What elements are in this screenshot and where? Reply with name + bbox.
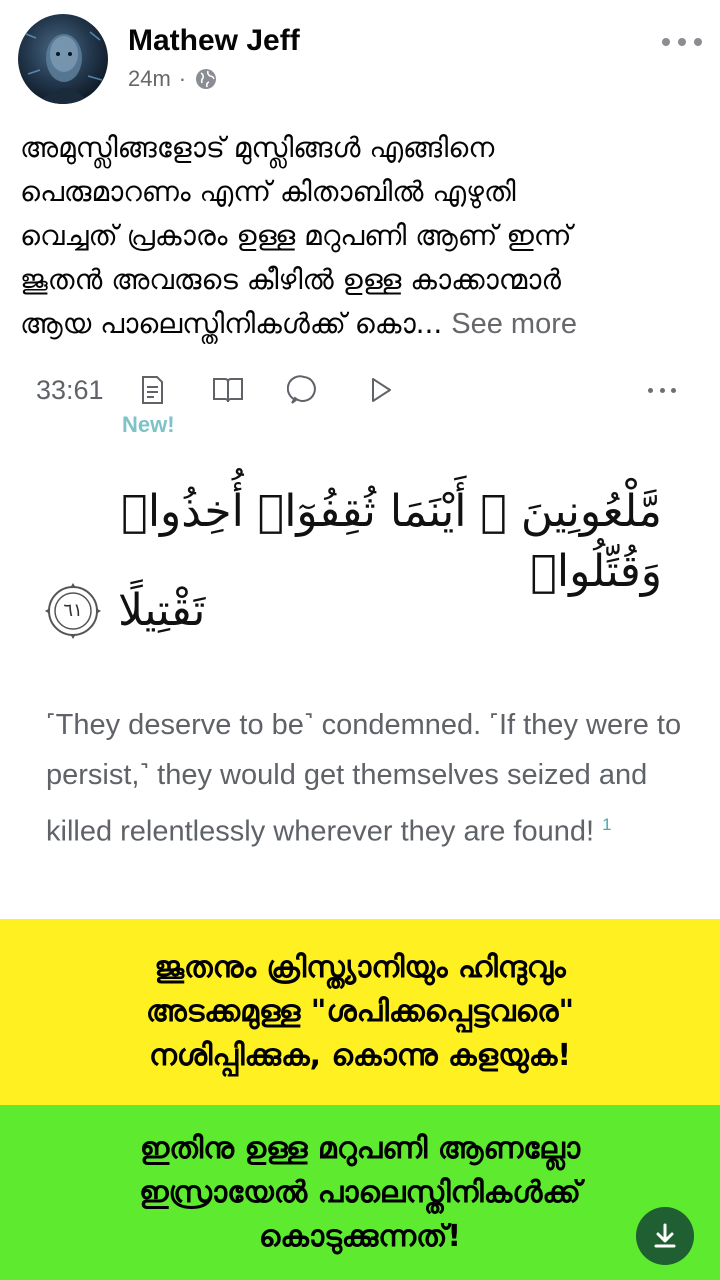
post-line-last — [20, 302, 710, 346]
avatar-portrait-icon — [18, 14, 108, 104]
more-dot-icon — [662, 38, 670, 46]
more-dot-icon — [694, 38, 702, 46]
banner-line: ഇസ്രായേൽ പാലെസ്തിനികൾക്ക് — [139, 1174, 581, 1210]
meta-separator: · — [178, 66, 187, 91]
more-dot-icon — [660, 388, 665, 393]
banner-line: ജൂതനും ക്രിസ്ത്യാനിയും ഹിന്ദുവും — [154, 950, 566, 985]
banner-line: കൊടുക്കുന്നത്! — [258, 1218, 462, 1254]
see-more-link[interactable]: See more — [451, 308, 577, 340]
arabic-word: تَقْتِيلًا — [118, 585, 206, 636]
yellow-banner — [0, 919, 720, 1105]
post-line: പെരുമാറണം എന്ന് കിതാബിൽ എഴുതി — [20, 175, 516, 208]
banner-line: അടക്കമുള്ള "ശപിക്കപ്പെട്ടവരെ" — [145, 994, 575, 1029]
download-icon — [650, 1221, 680, 1251]
more-icon — [648, 380, 676, 400]
ayah-number: ٦١ — [63, 600, 83, 621]
post-header — [0, 0, 720, 112]
yellow-banner-text — [20, 946, 700, 1078]
translation-text: ˹They deserve to be˺ condemned. ˹If they were to persist,˺ they would get themselves seized and killed relentlessly wherever they are found! — [46, 709, 682, 848]
verse-translation — [46, 700, 686, 857]
more-dot-icon — [648, 388, 653, 393]
new-badge: New! — [122, 412, 175, 437]
tafsir-icon — [132, 370, 172, 410]
banner-line: ഇതിനു ഉള്ള മറുപണി ആണല്ലോ — [139, 1130, 581, 1166]
post-time[interactable]: 24m — [128, 66, 171, 91]
post-line: ജൂതൻ അവരുടെ കീഴിൽ ഉള്ള കാക്കാന്മാർ — [20, 263, 561, 296]
avatar[interactable] — [18, 14, 108, 104]
comment-icon — [284, 370, 324, 410]
author-name[interactable]: Mathew Jeff — [128, 24, 300, 57]
play-icon — [360, 370, 400, 410]
green-banner-text — [20, 1127, 700, 1259]
more-dot-icon — [678, 38, 686, 46]
post-body — [20, 126, 710, 346]
ayah-marker-icon — [42, 580, 104, 642]
post-meta — [128, 66, 218, 92]
banner-line: നശിപ്പിക്കുക, കൊന്നു കളയുക! — [148, 1038, 572, 1073]
post-line: ആയ പാലെസ്തിനികൾക്ക് കൊ... — [20, 307, 443, 340]
post-options-button[interactable] — [662, 28, 702, 56]
arabic-verse-line-2 — [42, 580, 662, 642]
footnote-marker[interactable]: 1 — [602, 815, 612, 834]
green-banner — [0, 1105, 720, 1280]
globe-icon — [194, 67, 218, 91]
more-dot-icon — [671, 388, 676, 393]
book-icon — [208, 370, 248, 410]
verse-number: 33:61 — [36, 374, 104, 405]
post-line: വെച്ചത് പ്രകാരം ഉള്ള മറുപണി ആണ് ഇന്ന് — [20, 219, 572, 252]
quran-screenshot[interactable] — [0, 344, 720, 919]
arabic-verse-line-1: مَّلْعُونِينَ ۖ أَيْنَمَا ثُقِفُوٓا۟ أُخِذُوا۟ وَقُتِّلُوا۟ — [121, 486, 662, 597]
verse-toolbar — [36, 370, 676, 410]
post-line: അമുസ്ലിങ്ങളോട് മുസ്ലിങ്ങൾ എങ്ങിനെ — [20, 131, 495, 164]
download-button[interactable] — [636, 1207, 694, 1265]
